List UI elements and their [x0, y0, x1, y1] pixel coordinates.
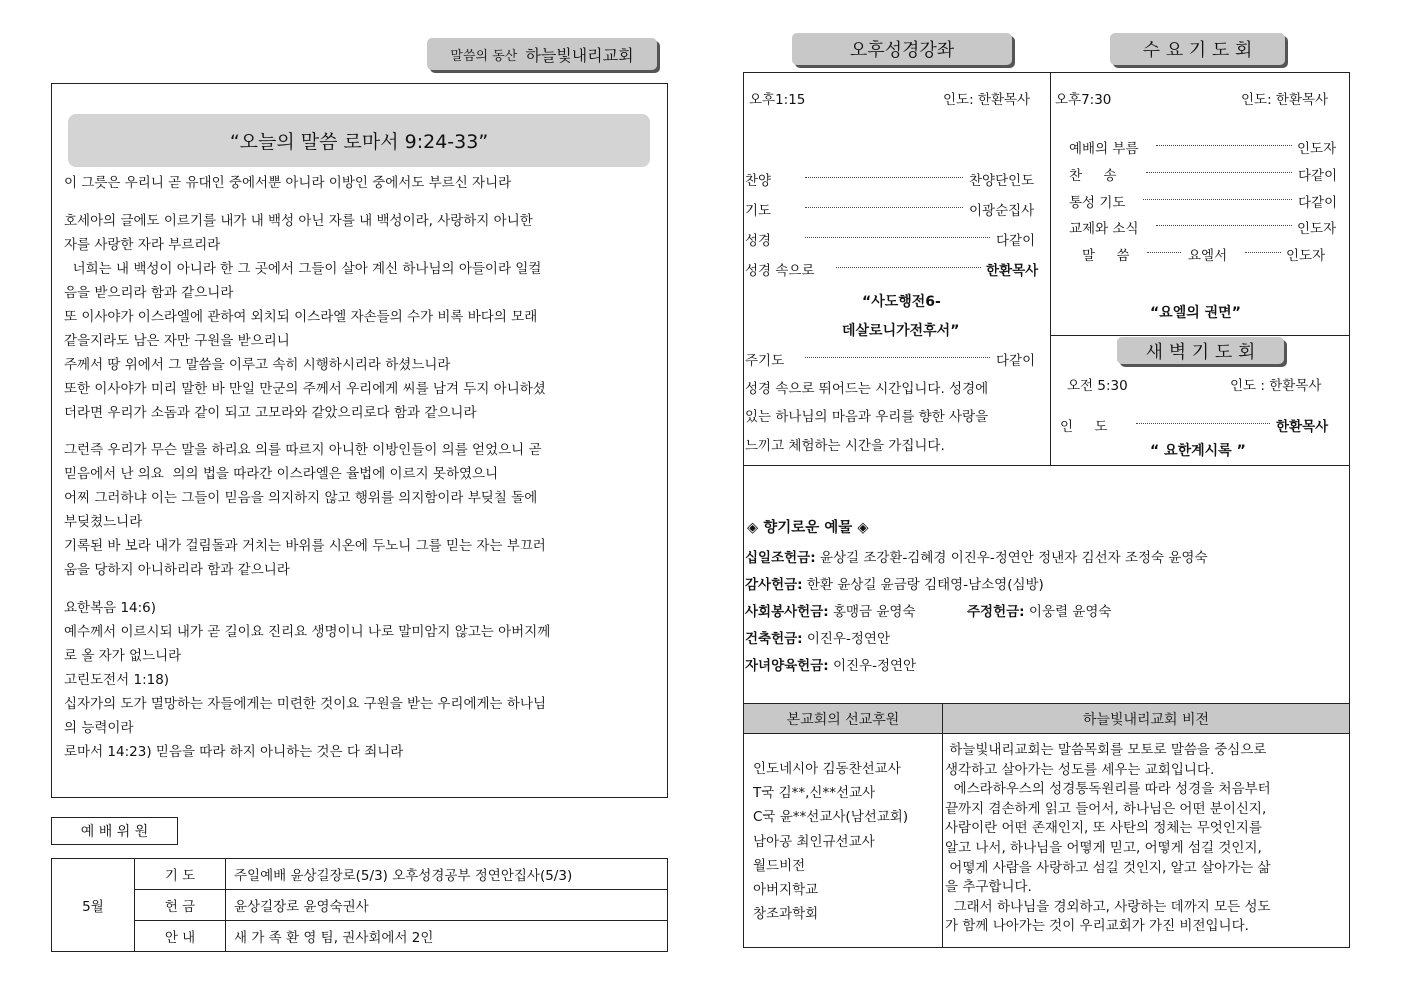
mission-item: 창조과학회 — [753, 906, 819, 923]
offering-label: 자녀양육헌금: — [745, 658, 829, 674]
dawn-label: 인 도 — [1060, 419, 1108, 435]
vision-line: 어떻게 사람을 사랑하고 섬길 것인지, 알고 살아가는 삶 — [945, 859, 1271, 876]
mission-item: C국 윤**선교사(남선교회) — [753, 809, 909, 826]
afternoon-desc-line: 느끼고 체험하는 시간을 가집니다. — [745, 438, 945, 454]
scripture-line: 부딪쳤느니라 — [64, 514, 143, 530]
wednesday-item-label: 예배의 부름 — [1069, 141, 1139, 157]
afternoon-sermon-line2: 데살로니가전후서” — [842, 323, 960, 339]
vision-line: 하늘빛내리교회는 말씀목회를 모토로 말씀을 중심으로 — [945, 742, 1267, 758]
afternoon-desc-line: 성경 속으로 뛰어드는 시간입니다. 성경에 — [745, 381, 989, 397]
afternoon-class-title-badge — [792, 33, 1012, 65]
scripture-line: 또 이사야가 이스라엘에 관하여 외치되 이스라엘 자손들의 수가 비록 바다의 모래 — [64, 308, 538, 325]
scripture-line — [64, 582, 660, 596]
scripture-line: 주께서 땅 위에서 그 말씀을 이루고 속히 시행하시리라 하셨느니라 — [64, 356, 451, 373]
mission-item: 아버지학교 — [753, 882, 819, 899]
vision-line: 을 추구합니다. — [945, 879, 1032, 896]
scripture-line: 너희는 내 백성이 아니라 한 그 곳에서 그들이 살아 계신 하나님의 아들이라 일컬 — [64, 260, 542, 277]
offering-names: 윤상길 조강환-김혜경 이진우-정연안 정낸자 김선자 조정숙 윤영숙 — [815, 550, 1208, 566]
vision-line: 끝까지 겸손하게 읽고 들어서, 하나님은 어떤 분이신지, — [945, 800, 1267, 817]
dawn-time: 오전 5:30 — [1067, 378, 1128, 394]
scripture-line: 기록된 바 보라 내가 걸림돌과 거치는 바위를 시온에 두노니 그를 믿는 자는 부끄러 — [64, 538, 546, 554]
dawn-prayer-title: 새 벽 기 도 회 — [1145, 341, 1256, 363]
scripture-line: 같을지라도 남은 자만 구원을 받으리니 — [64, 332, 290, 349]
wednesday-leader: 인도: 한환목사 — [1241, 92, 1329, 108]
offering-names: 홍맹금 윤영숙 — [828, 604, 916, 620]
afternoon-item-label: 찬양 — [745, 173, 772, 189]
wednesday-item-label: 통성 기도 — [1069, 195, 1126, 211]
vision-text — [945, 741, 1347, 937]
afternoon-item-label: 성경 — [745, 233, 772, 249]
leader-dots — [1156, 225, 1292, 226]
offering-label: 건축헌금: — [745, 631, 803, 647]
wednesday-word-label: 말 씀 — [1082, 248, 1130, 264]
leader-dots — [805, 237, 990, 238]
dawn-sermon: “ 요한계시록 ” — [1150, 443, 1246, 459]
mission-header-cell — [744, 704, 942, 733]
mission-item: 남아공 최인규선교사 — [753, 833, 875, 850]
vision-line: 생각하고 살아가는 성도를 세우는 교회입니다. — [945, 761, 1215, 778]
offering-row — [967, 600, 1111, 620]
worship-committee-table — [51, 858, 668, 952]
wednesday-sermon: “요엘의 권면” — [1150, 305, 1241, 321]
afternoon-item-label: 기도 — [745, 203, 772, 219]
wednesday-prayer-title: 수 요 기 도 회 — [1142, 40, 1253, 61]
wednesday-item-value: 다같이 — [1298, 168, 1338, 184]
month-cell: 5월 — [52, 859, 135, 952]
leader-dots — [1156, 145, 1292, 146]
offering-row — [745, 654, 916, 674]
church-header-badge — [427, 38, 657, 70]
header-label: 말씀의 동산 — [450, 48, 518, 64]
offering-row — [745, 573, 1044, 593]
vision-header: 하늘빛내리교회 비전 — [1082, 711, 1210, 728]
wednesday-word-value: 인도자 — [1286, 248, 1326, 264]
scripture-line: 호세아의 글에도 이르기를 내가 내 백성 아닌 자를 내 백성이라, 사랑하지 아니한 — [64, 212, 533, 229]
role-cell: 헌 금 — [135, 890, 226, 921]
vision-line: 알고 나서, 하나님을 어떻게 믿고, 어떻게 섬길 것인지, — [945, 839, 1262, 856]
wednesday-item-label: 찬 송 — [1069, 168, 1117, 184]
afternoon-time: 오후1:15 — [749, 92, 806, 108]
wednesday-time: 오후7:30 — [1055, 92, 1112, 108]
todays-word-title-bar — [68, 114, 650, 167]
scripture-line: 믿음에서 난 의요 의의 법을 따라간 이스라엘은 율법에 이르지 못하였으니 — [64, 466, 499, 482]
offering-row — [745, 546, 1208, 566]
afternoon-item-value: 찬양단인도 — [969, 173, 1035, 189]
afternoon-item-value: 다같이 — [996, 233, 1036, 249]
offering-names: 한환 윤상길 윤금랑 김태영-남소영(심방) — [802, 577, 1044, 593]
wednesday-item-label: 교제와 소식 — [1069, 221, 1139, 237]
mission-list — [753, 757, 908, 926]
worship-committee-label: 예 배 위 원 — [80, 824, 149, 840]
scripture-line: 고린도전서 1:18) — [64, 671, 170, 688]
leader-dots — [1136, 423, 1270, 424]
offering-names: 이웅렬 윤영숙 — [1024, 604, 1112, 620]
table-divider — [942, 703, 943, 948]
afternoon-item-label: 성경 속으로 — [745, 263, 815, 279]
scripture-line: 음을 받으리라 함과 같으니라 — [64, 284, 234, 301]
offering-names: 이진우-정연안 — [802, 631, 890, 647]
scripture-line: 이 그릇은 우리니 곧 유대인 중에서뿐 아니라 이방인 중에서도 부르신 자니라 — [64, 175, 512, 191]
scripture-text — [64, 171, 660, 764]
wednesday-prayer-title-badge — [1110, 33, 1285, 65]
role-cell: 안 내 — [135, 921, 226, 952]
vision-line: 에스라하우스의 성경통독원리를 따라 성경을 처음부터 — [945, 781, 1271, 798]
mission-item: 월드비전 — [753, 857, 806, 874]
church-name: 하늘빛내리교회 — [525, 45, 634, 65]
scripture-line: 요한복음 14:6) — [64, 599, 157, 616]
vision-line: 가 함께 나아가는 것이 우리교회가 가진 비전입니다. — [945, 918, 1249, 935]
offering-label: 감사헌금: — [745, 577, 803, 593]
mission-item: T국 김**,신**선교사 — [753, 785, 876, 802]
scripture-line: 어찌 그러하냐 이는 그들이 믿음을 의지하지 않고 행위를 의지함이라 부딪칠 돌에 — [64, 490, 538, 506]
offering-names: 이진우-정연안 — [828, 658, 917, 674]
afternoon-item-value: 이광순집사 — [969, 203, 1035, 219]
vision-header-cell — [943, 704, 1349, 733]
scripture-line: 로 올 자가 없느니라 — [64, 647, 182, 664]
scripture-line: 또한 이사야가 미리 말한 바 만일 만군의 주께서 우리에게 씨를 남겨 두지 아니하셨 — [64, 380, 546, 397]
role-detail-cell: 새 가 족 환 영 팀, 권사회에서 2인 — [226, 921, 668, 952]
afternoon-desc-line: 있는 하나님의 마음과 우리를 향한 사랑을 — [745, 409, 989, 425]
offering-label: 사회봉사헌금: — [745, 604, 829, 620]
dawn-value: 한환목사 — [1276, 419, 1329, 435]
closing-prayer-label: 주기도 — [745, 353, 785, 369]
role-cell: 기 도 — [135, 859, 226, 890]
leader-dots — [805, 177, 963, 178]
dawn-prayer-title-badge — [1117, 337, 1284, 364]
schedule-divider — [1050, 72, 1051, 466]
leader-dots — [836, 267, 981, 268]
vision-line: 그래서 하나님을 경외하고, 사랑하는 데까지 모든 성도 — [945, 898, 1271, 915]
scripture-line: 로마서 14:23) 믿음을 따라 하지 아니하는 것은 다 죄니라 — [64, 743, 404, 760]
scripture-line — [64, 425, 660, 439]
role-detail-cell: 윤상길장로 윤영숙권사 — [226, 890, 668, 921]
vision-line: 사람이란 어떤 존재인지, 또 사탄의 정체는 무엇인지를 — [945, 820, 1262, 837]
todays-word-title: “오늘의 말씀 로마서 9:24-33” — [229, 131, 489, 153]
wednesday-item-value: 다같이 — [1298, 195, 1338, 211]
offering-label: 십일조헌금: — [745, 550, 816, 566]
mission-item: 인도네시아 김동찬선교사 — [753, 761, 901, 777]
afternoon-sermon-line1: “사도행전6- — [862, 294, 941, 310]
wednesday-item-value: 인도자 — [1297, 141, 1337, 157]
mission-header: 본교회의 선교후원 — [786, 711, 900, 728]
leader-dots — [805, 357, 990, 358]
scripture-line: 더라면 우리가 소돔과 같이 되고 고모라와 같았으리로다 함과 같으니라 — [64, 404, 477, 421]
offering-heading: ◈ 향기로운 예물 ◈ — [747, 520, 869, 536]
scripture-line: 그런즉 우리가 무슨 말을 하리요 의를 따르지 아니한 이방인들이 의를 얻었으니 곧 — [64, 442, 542, 458]
afternoon-class-title: 오후성경강좌 — [849, 40, 955, 61]
offering-label: 주정헌금: — [967, 604, 1025, 620]
leader-dots — [1147, 252, 1181, 253]
dawn-leader: 인도 : 한환목사 — [1230, 378, 1322, 394]
scripture-line: 십자가의 도가 멸망하는 자들에게는 미련한 것이요 구원을 받는 우리에게는 하나님 — [64, 695, 547, 712]
scripture-line: 예수께서 이르시되 내가 곧 길이요 진리요 생명이니 나로 말미암지 않고는 아버지께 — [64, 623, 551, 640]
leader-dots — [1143, 199, 1292, 200]
afternoon-item-value: 한환목사 — [986, 263, 1039, 279]
wednesday-item-value: 인도자 — [1297, 221, 1337, 237]
offering-row — [745, 600, 916, 620]
dawn-divider — [1050, 335, 1350, 336]
leader-dots — [1245, 252, 1281, 253]
leader-dots — [1146, 172, 1292, 173]
table-rule — [743, 733, 1350, 734]
scripture-line: 의 능력이라 — [64, 719, 134, 736]
scripture-line — [64, 195, 660, 209]
offering-row — [745, 627, 890, 647]
wednesday-word-book: 요엘서 — [1188, 248, 1228, 264]
worship-committee-label-box — [51, 817, 178, 845]
role-detail-cell: 주일예배 윤상길장로(5/3) 오후성경공부 정연안집사(5/3) — [226, 859, 668, 890]
scripture-line: 움을 당하지 아니하리라 함과 같으니라 — [64, 562, 290, 578]
leader-dots — [805, 207, 963, 208]
scripture-line: 자를 사랑한 자라 부르리라 — [64, 236, 221, 253]
afternoon-leader: 인도: 한환목사 — [943, 92, 1031, 108]
closing-prayer-value: 다같이 — [996, 353, 1036, 369]
